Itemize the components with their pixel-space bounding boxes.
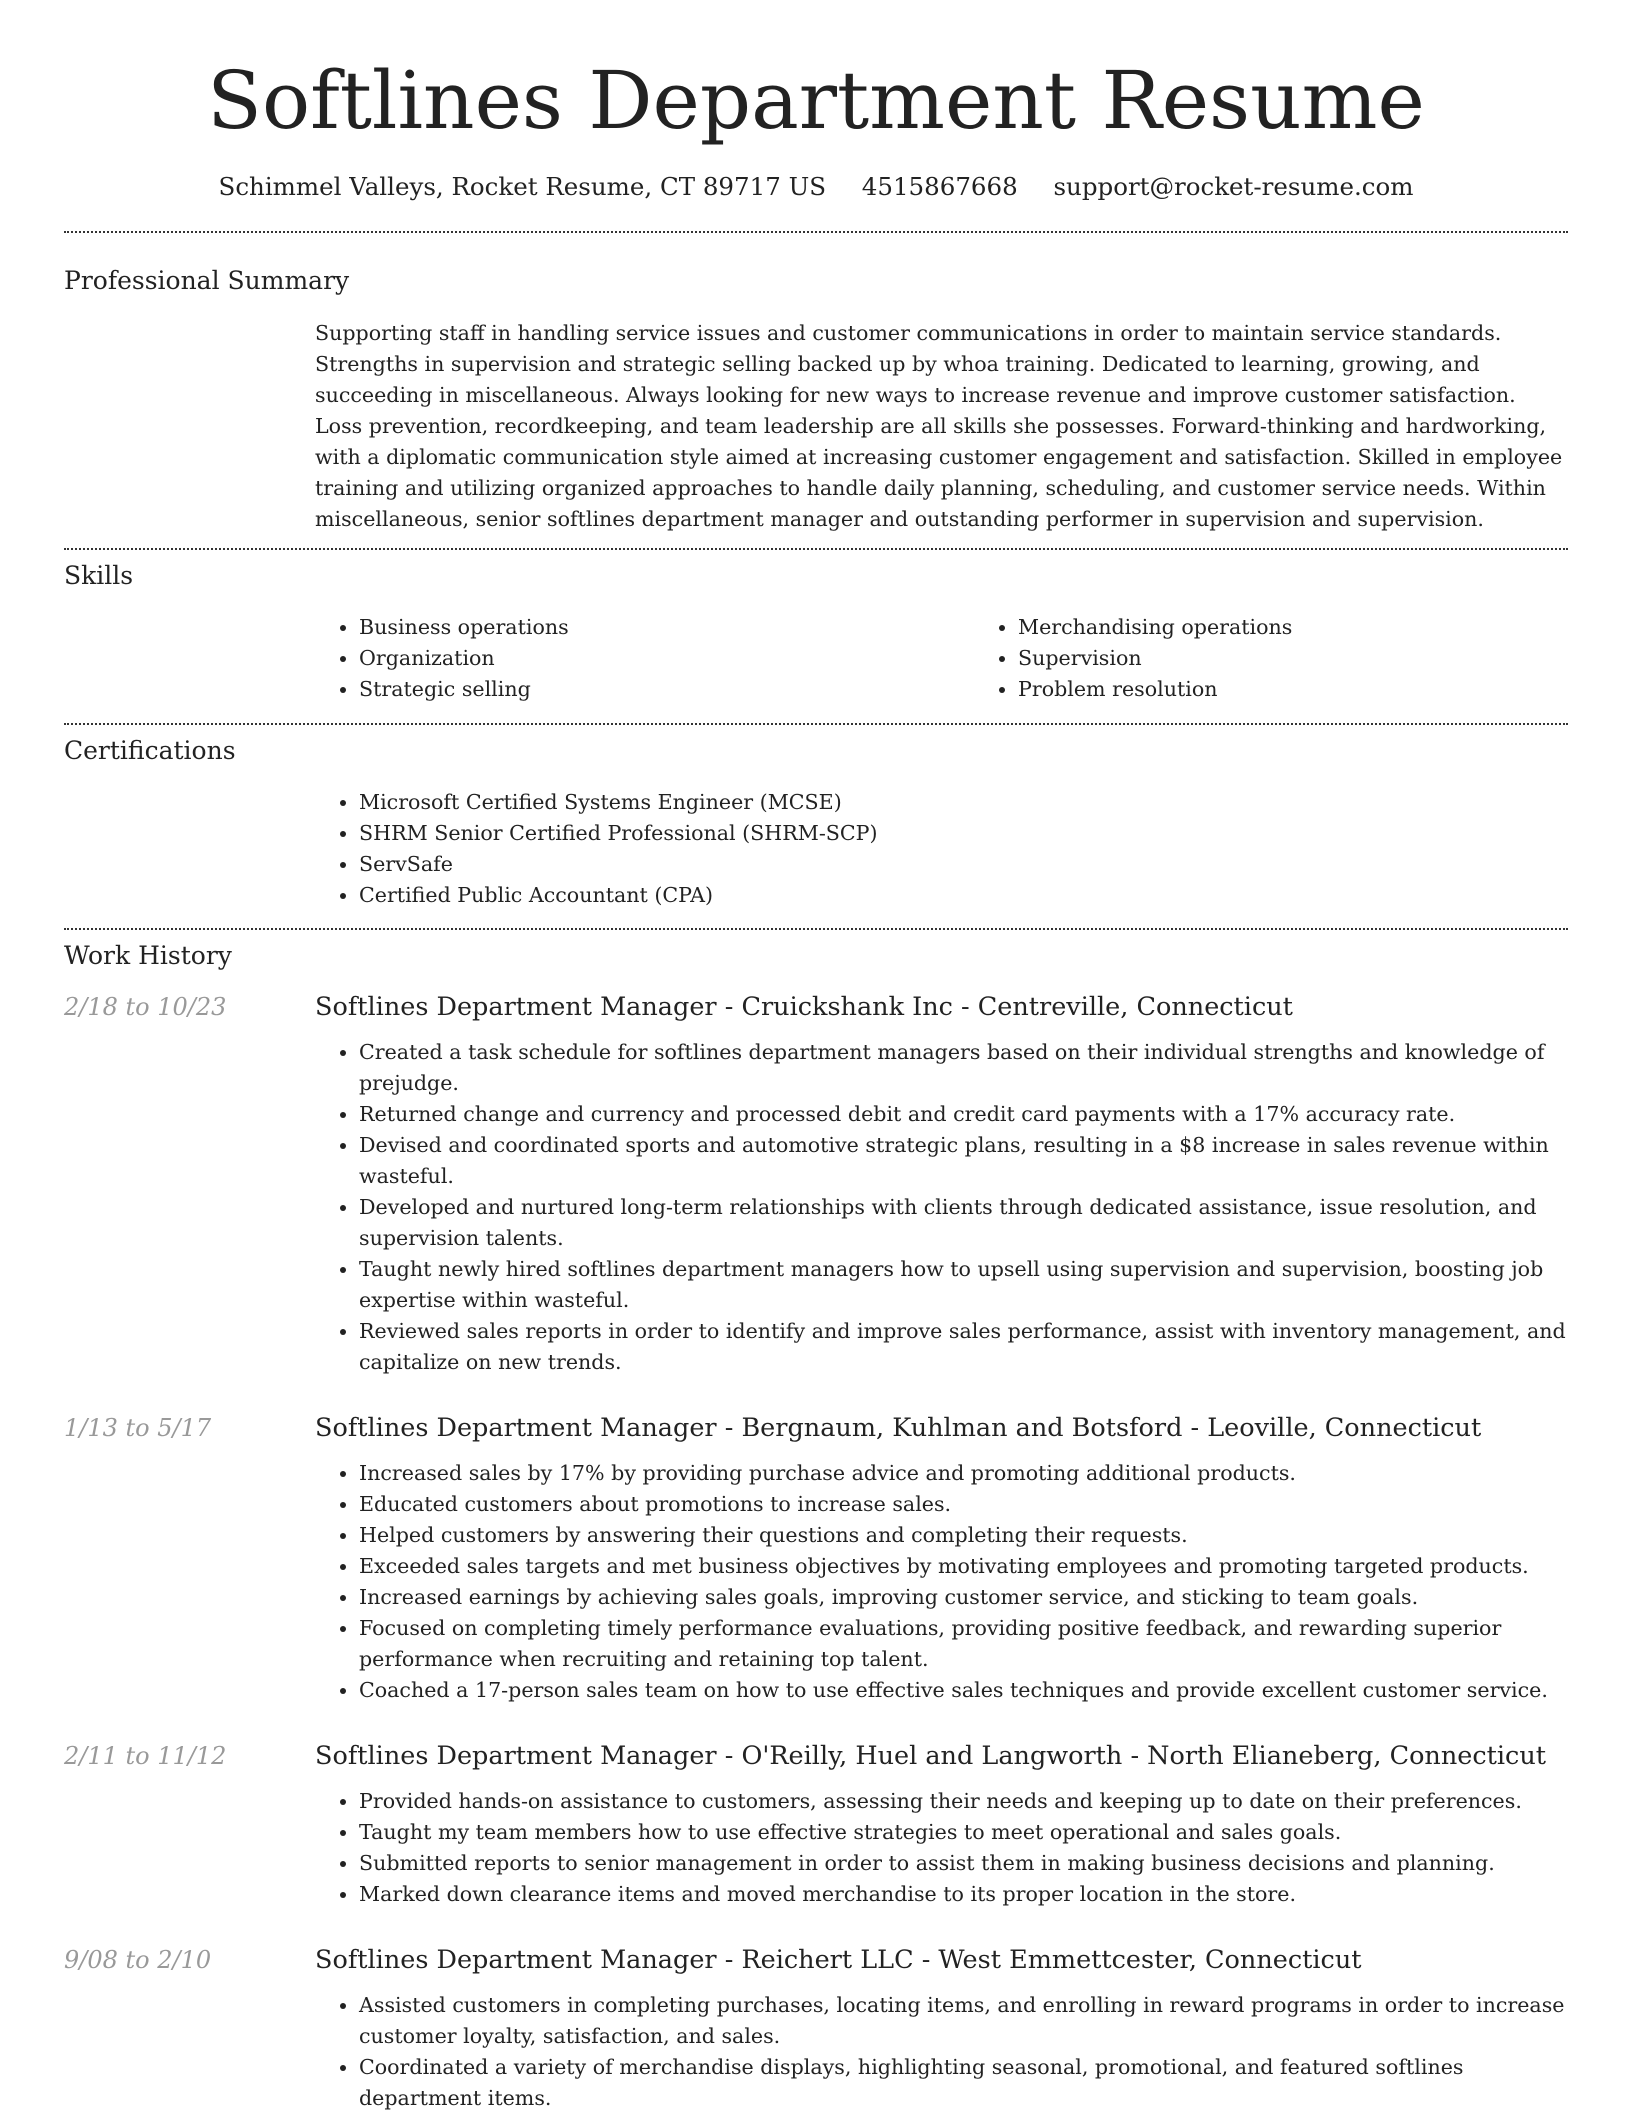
contact-line — [0, 172, 1632, 201]
certifications-title: Certifications — [64, 736, 236, 765]
job-bullet: • Created a task schedule for softlines department managers based on their individual strengths and knowledge of prejudge. — [359, 1037, 1568, 1099]
job-bullet: • Assisted customers in completing purchases, locating items, and enrolling in reward programs in order to increase customer loyalty, satisfaction, and sales. — [359, 1990, 1568, 2052]
job-entry — [64, 1943, 1568, 2112]
contact-email: support@rocket-resume.com — [1053, 172, 1414, 201]
divider — [64, 548, 1568, 550]
certifications-list — [315, 787, 1568, 911]
job-title: Softlines Department Manager - Bergnaum, Kuhlman and Botsford - Leoville, Connecticut — [315, 1413, 1482, 1443]
summary-title: Professional Summary — [64, 266, 350, 295]
job-date: 9/08 to 2/10 — [64, 1946, 212, 1974]
skill-item: • Merchandising operations — [1018, 612, 1632, 643]
skill-item: • Business operations — [359, 612, 974, 643]
job-title: Softlines Department Manager - O'Reilly, Huel and Langworth - North Elianeberg, Connecticut — [315, 1741, 1547, 1771]
skill-item: • Problem resolution — [1018, 674, 1632, 705]
section-work-history — [0, 941, 1632, 2112]
skills-column-left — [315, 612, 974, 705]
job-bullet: • Taught newly hired softlines department managers how to upsell using supervision and supervision, boosting job expertise within wasteful. — [359, 1254, 1568, 1316]
job-bullet: • Helped customers by answering their questions and completing their requests. — [359, 1520, 1568, 1551]
job-body — [315, 1739, 1568, 1910]
job-bullet: • Devised and coordinated sports and automotive strategic plans, resulting in a $8 increase in sales revenue within wasteful. — [359, 1130, 1568, 1192]
job-bullet: • Developed and nurtured long-term relationships with clients through dedicated assistance, issue resolution, and supervision talents. — [359, 1192, 1568, 1254]
job-bullet: • Marked down clearance items and moved merchandise to its proper location in the store. — [359, 1879, 1568, 1910]
section-certifications — [0, 736, 1632, 911]
job-bullet: • Increased sales by 17% by providing purchase advice and promoting additional products. — [359, 1458, 1568, 1489]
job-bullet: • Educated customers about promotions to increase sales. — [359, 1489, 1568, 1520]
skill-item: • Organization — [359, 643, 974, 674]
contact-address: Schimmel Valleys, Rocket Resume, CT 89717 US — [218, 172, 826, 201]
job-bullet: • Coordinated a variety of merchandise displays, highlighting seasonal, promotional, and featured softlines department items. — [359, 2052, 1568, 2112]
resume-header — [0, 0, 1632, 201]
job-bullets — [315, 1458, 1568, 1706]
job-bullet: • Focused on completing timely performance evaluations, providing positive feedback, and rewarding superior performance when recruiting and retaining top talent. — [359, 1613, 1568, 1675]
certification-item: • Certified Public Accountant (CPA) — [359, 880, 1568, 911]
certification-item: • ServSafe — [359, 849, 1568, 880]
job-entry — [64, 1739, 1568, 1910]
job-bullet: • Submitted reports to senior management in order to assist them in making business decisions and planning. — [359, 1848, 1568, 1879]
skills-column-right — [974, 612, 1632, 705]
job-date: 2/11 to 11/12 — [64, 1742, 227, 1770]
job-bullets — [315, 1786, 1568, 1910]
certification-item: • Microsoft Certified Systems Engineer (MCSE) — [359, 787, 1568, 818]
skill-item: • Strategic selling — [359, 674, 974, 705]
job-body — [315, 990, 1568, 1378]
job-bullet: • Coached a 17-person sales team on how to use effective sales techniques and provide excellent customer service. — [359, 1675, 1568, 1706]
job-body — [315, 1943, 1568, 2112]
divider — [64, 231, 1568, 233]
job-title: Softlines Department Manager - Cruickshank Inc - Centreville, Connecticut — [315, 992, 1293, 1022]
resume-name: Softlines Department Resume — [207, 54, 1425, 147]
job-bullet: • Increased earnings by achieving sales goals, improving customer service, and sticking to team goals. — [359, 1582, 1568, 1613]
job-bullet: • Returned change and currency and processed debit and credit card payments with a 17% accuracy rate. — [359, 1099, 1568, 1130]
job-bullets — [315, 1990, 1568, 2112]
job-bullet: • Exceeded sales targets and met business objectives by motivating employees and promoting targeted products. — [359, 1551, 1568, 1582]
skill-item: • Supervision — [1018, 643, 1632, 674]
certification-item: • SHRM Senior Certified Professional (SHRM-SCP) — [359, 818, 1568, 849]
summary-text: Supporting staff in handling service issues and customer communications in order to maintain service standards. Strengths in supervision and strategic selling backed up by whoa training. Dedicated to learning, growing, and succeeding in miscellaneous. Always looking for new ways to increase revenue and improve customer satisfaction. Loss prevention, recordkeeping, and team leadership are all skills she possesses. Forward-thinking and hardworking, with a diplomatic communication style aimed at increasing customer engagement and satisfaction. Skilled in employee training and utilizing organized approaches to handle daily planning, scheduling, and customer service needs. Within miscellaneous, senior softlines department manager and outstanding performer in supervision and supervision. — [315, 321, 1563, 531]
job-date: 1/13 to 5/17 — [64, 1414, 212, 1442]
job-bullets — [315, 1037, 1568, 1378]
skills-list — [315, 612, 1568, 705]
job-bullet: • Reviewed sales reports in order to identify and improve sales performance, assist with inventory management, and capitalize on new trends. — [359, 1316, 1568, 1378]
contact-phone: 4515867668 — [861, 172, 1018, 201]
section-summary — [0, 266, 1632, 535]
job-body — [315, 1411, 1568, 1706]
section-skills — [0, 561, 1632, 705]
job-date: 2/18 to 10/23 — [64, 993, 227, 1021]
skills-title: Skills — [64, 561, 134, 590]
job-bullet: • Provided hands-on assistance to customers, assessing their needs and keeping up to date on their preferences. — [359, 1786, 1568, 1817]
job-bullet: • Taught my team members how to use effective strategies to meet operational and sales goals. — [359, 1817, 1568, 1848]
divider — [64, 928, 1568, 930]
job-entry — [64, 990, 1568, 1378]
job-entry — [64, 1411, 1568, 1706]
job-title: Softlines Department Manager - Reichert LLC - West Emmettcester, Connecticut — [315, 1945, 1362, 1975]
work-history-title: Work History — [64, 941, 232, 970]
divider — [64, 723, 1568, 725]
